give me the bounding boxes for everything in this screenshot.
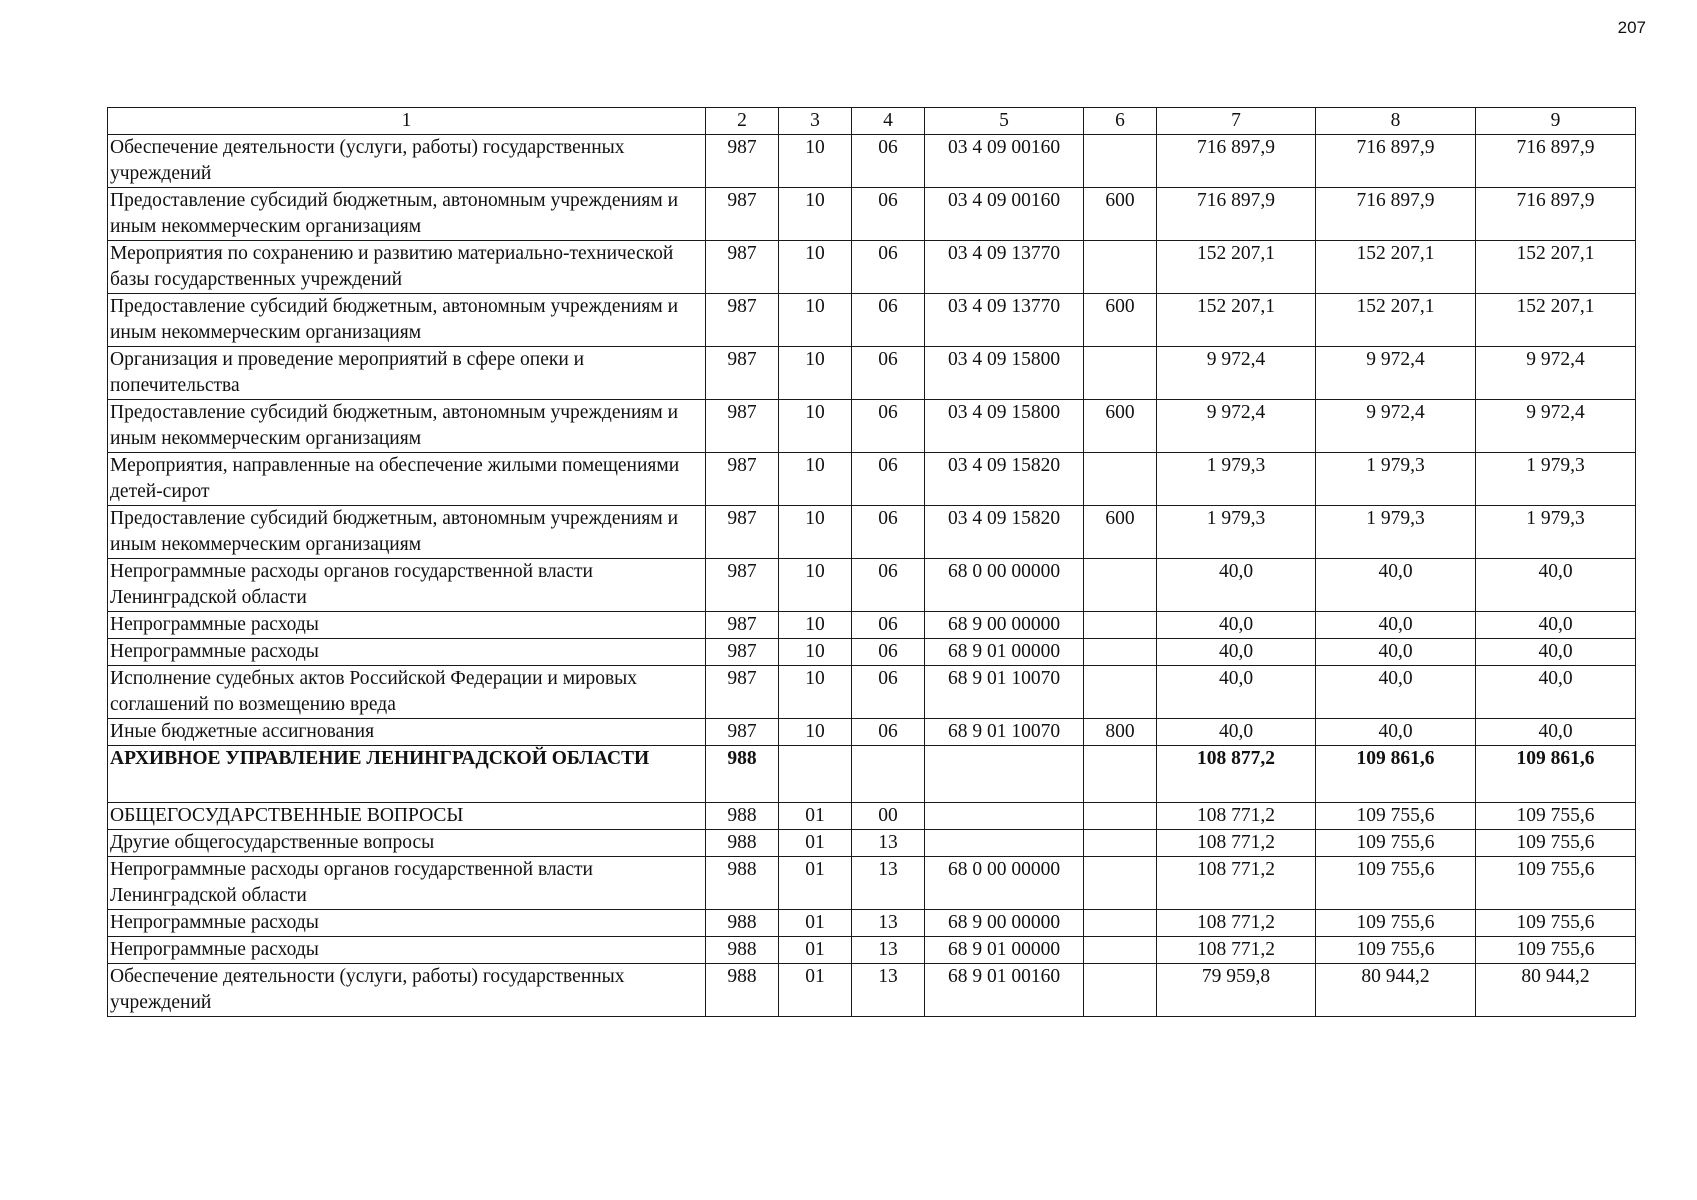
- target-article-code: [925, 746, 1084, 803]
- expense-type-code: 600: [1084, 188, 1157, 241]
- amount-col-8: 40,0: [1316, 559, 1476, 612]
- amount-col-9: 152 207,1: [1476, 241, 1636, 294]
- subsection-code: 13: [852, 964, 925, 1017]
- row-name: Мероприятия по сохранению и развитию материально-технической базы государственных учреждений: [108, 241, 706, 294]
- section-code: [779, 746, 852, 803]
- ministry-code: 987: [706, 400, 779, 453]
- amount-col-7: 9 972,4: [1157, 400, 1316, 453]
- column-number-6: 6: [1084, 108, 1157, 135]
- target-article-code: 68 0 00 00000: [925, 559, 1084, 612]
- ministry-code: 987: [706, 719, 779, 746]
- section-code: 10: [779, 612, 852, 639]
- table-row: [108, 964, 1636, 1017]
- amount-col-9: 109 755,6: [1476, 830, 1636, 857]
- table-row: [108, 719, 1636, 746]
- expense-type-code: [1084, 559, 1157, 612]
- amount-col-9: 40,0: [1476, 612, 1636, 639]
- row-name: Предоставление субсидий бюджетным, автономным учреждениям и иным некоммерческим организациям: [108, 188, 706, 241]
- amount-col-9: 109 755,6: [1476, 937, 1636, 964]
- row-name: Иные бюджетные ассигнования: [108, 719, 706, 746]
- target-article-code: 68 9 01 10070: [925, 719, 1084, 746]
- subsection-code: 06: [852, 400, 925, 453]
- section-code: 10: [779, 506, 852, 559]
- amount-col-7: 108 771,2: [1157, 803, 1316, 830]
- amount-col-8: 40,0: [1316, 666, 1476, 719]
- amount-col-8: 1 979,3: [1316, 506, 1476, 559]
- expense-type-code: [1084, 857, 1157, 910]
- target-article-code: 03 4 09 00160: [925, 135, 1084, 188]
- table-row: [108, 400, 1636, 453]
- amount-col-7: 1 979,3: [1157, 506, 1316, 559]
- ministry-code: 988: [706, 746, 779, 803]
- row-name: Обеспечение деятельности (услуги, работы) государственных учреждений: [108, 964, 706, 1017]
- row-name: ОБЩЕГОСУДАРСТВЕННЫЕ ВОПРОСЫ: [108, 803, 706, 830]
- subsection-code: 06: [852, 666, 925, 719]
- expense-type-code: [1084, 964, 1157, 1017]
- ministry-code: 988: [706, 803, 779, 830]
- expense-type-code: [1084, 241, 1157, 294]
- amount-col-9: 9 972,4: [1476, 400, 1636, 453]
- section-code: 10: [779, 639, 852, 666]
- subsection-code: 13: [852, 830, 925, 857]
- table-row: [108, 830, 1636, 857]
- subsection-code: 13: [852, 857, 925, 910]
- amount-col-7: 9 972,4: [1157, 347, 1316, 400]
- subsection-code: 06: [852, 347, 925, 400]
- amount-col-8: 109 755,6: [1316, 910, 1476, 937]
- section-code: 01: [779, 937, 852, 964]
- amount-col-9: 1 979,3: [1476, 506, 1636, 559]
- ministry-code: 987: [706, 241, 779, 294]
- table-row: [108, 294, 1636, 347]
- target-article-code: [925, 803, 1084, 830]
- table-row: [108, 937, 1636, 964]
- expense-type-code: 800: [1084, 719, 1157, 746]
- table-row-section-header: [108, 746, 1636, 803]
- expense-type-code: [1084, 347, 1157, 400]
- row-name: Непрограммные расходы: [108, 639, 706, 666]
- section-code: 10: [779, 453, 852, 506]
- target-article-code: 68 0 00 00000: [925, 857, 1084, 910]
- section-code: 01: [779, 803, 852, 830]
- row-name: Исполнение судебных актов Российской Федерации и мировых соглашений по возмещению вреда: [108, 666, 706, 719]
- section-code: 10: [779, 241, 852, 294]
- subsection-code: 06: [852, 453, 925, 506]
- target-article-code: [925, 830, 1084, 857]
- target-article-code: 68 9 01 00160: [925, 964, 1084, 1017]
- target-article-code: 03 4 09 00160: [925, 188, 1084, 241]
- ministry-code: 987: [706, 666, 779, 719]
- row-name: Организация и проведение мероприятий в сфере опеки и попечительства: [108, 347, 706, 400]
- table-row: [108, 559, 1636, 612]
- target-article-code: 68 9 00 00000: [925, 910, 1084, 937]
- column-number-5: 5: [925, 108, 1084, 135]
- subsection-code: 06: [852, 135, 925, 188]
- ministry-code: 988: [706, 964, 779, 1017]
- section-code: 10: [779, 666, 852, 719]
- table-row: [108, 612, 1636, 639]
- subsection-code: 06: [852, 612, 925, 639]
- section-code: 10: [779, 400, 852, 453]
- amount-col-8: 9 972,4: [1316, 347, 1476, 400]
- amount-col-8: 80 944,2: [1316, 964, 1476, 1017]
- table-row: [108, 857, 1636, 910]
- amount-col-8: 40,0: [1316, 639, 1476, 666]
- amount-col-9: 9 972,4: [1476, 347, 1636, 400]
- ministry-code: 988: [706, 910, 779, 937]
- table-row: [108, 803, 1636, 830]
- subsection-code: 06: [852, 241, 925, 294]
- target-article-code: 68 9 01 00000: [925, 639, 1084, 666]
- amount-col-8: 716 897,9: [1316, 188, 1476, 241]
- expense-type-code: [1084, 937, 1157, 964]
- amount-col-9: 40,0: [1476, 719, 1636, 746]
- header-row: [108, 108, 1636, 135]
- amount-col-7: 40,0: [1157, 666, 1316, 719]
- subsection-code: 13: [852, 937, 925, 964]
- row-name: Непрограммные расходы: [108, 612, 706, 639]
- table-row: [108, 188, 1636, 241]
- row-name: Предоставление субсидий бюджетным, автономным учреждениям и иным некоммерческим организациям: [108, 294, 706, 347]
- section-code: 10: [779, 188, 852, 241]
- amount-col-7: 152 207,1: [1157, 241, 1316, 294]
- subsection-code: 06: [852, 559, 925, 612]
- column-number-9: 9: [1476, 108, 1636, 135]
- table-row: [108, 666, 1636, 719]
- target-article-code: 03 4 09 15800: [925, 347, 1084, 400]
- section-code: 10: [779, 719, 852, 746]
- target-article-code: 68 9 01 10070: [925, 666, 1084, 719]
- amount-col-7: 716 897,9: [1157, 188, 1316, 241]
- expense-type-code: [1084, 830, 1157, 857]
- row-name: Предоставление субсидий бюджетным, автономным учреждениям и иным некоммерческим организациям: [108, 400, 706, 453]
- amount-col-8: 152 207,1: [1316, 294, 1476, 347]
- ministry-code: 988: [706, 830, 779, 857]
- column-number-4: 4: [852, 108, 925, 135]
- expense-type-code: [1084, 666, 1157, 719]
- section-code: 10: [779, 559, 852, 612]
- row-name: Предоставление субсидий бюджетным, автономным учреждениям и иным некоммерческим организациям: [108, 506, 706, 559]
- subsection-code: 06: [852, 188, 925, 241]
- amount-col-7: 40,0: [1157, 612, 1316, 639]
- amount-col-9: 1 979,3: [1476, 453, 1636, 506]
- budget-table: [107, 107, 1636, 1017]
- table-row: [108, 241, 1636, 294]
- amount-col-9: 40,0: [1476, 559, 1636, 612]
- section-code: 01: [779, 910, 852, 937]
- target-article-code: 03 4 09 13770: [925, 241, 1084, 294]
- subsection-code: 06: [852, 719, 925, 746]
- table-row: [108, 347, 1636, 400]
- row-name: Другие общегосударственные вопросы: [108, 830, 706, 857]
- section-code: 10: [779, 347, 852, 400]
- row-name: Непрограммные расходы органов государственной власти Ленинградской области: [108, 857, 706, 910]
- expense-type-code: [1084, 135, 1157, 188]
- amount-col-8: 109 755,6: [1316, 830, 1476, 857]
- subsection-code: 00: [852, 803, 925, 830]
- row-name: Обеспечение деятельности (услуги, работы) государственных учреждений: [108, 135, 706, 188]
- amount-col-9: 109 861,6: [1476, 746, 1636, 803]
- subsection-code: [852, 746, 925, 803]
- amount-col-8: 716 897,9: [1316, 135, 1476, 188]
- amount-col-9: 40,0: [1476, 639, 1636, 666]
- table-row: [108, 639, 1636, 666]
- amount-col-7: 108 771,2: [1157, 857, 1316, 910]
- expense-type-code: [1084, 453, 1157, 506]
- column-number-2: 2: [706, 108, 779, 135]
- subsection-code: 06: [852, 294, 925, 347]
- expense-type-code: [1084, 910, 1157, 937]
- ministry-code: 987: [706, 347, 779, 400]
- table-row: [108, 910, 1636, 937]
- amount-col-8: 109 755,6: [1316, 857, 1476, 910]
- target-article-code: 68 9 01 00000: [925, 937, 1084, 964]
- amount-col-9: 109 755,6: [1476, 857, 1636, 910]
- amount-col-7: 79 959,8: [1157, 964, 1316, 1017]
- row-name: Непрограммные расходы: [108, 937, 706, 964]
- expense-type-code: [1084, 639, 1157, 666]
- table-row: [108, 453, 1636, 506]
- expense-type-code: 600: [1084, 506, 1157, 559]
- table-row: [108, 135, 1636, 188]
- amount-col-7: 108 771,2: [1157, 937, 1316, 964]
- amount-col-9: 80 944,2: [1476, 964, 1636, 1017]
- column-number-1: 1: [108, 108, 706, 135]
- column-number-3: 3: [779, 108, 852, 135]
- ministry-code: 987: [706, 639, 779, 666]
- amount-col-7: 108 877,2: [1157, 746, 1316, 803]
- ministry-code: 987: [706, 612, 779, 639]
- amount-col-8: 9 972,4: [1316, 400, 1476, 453]
- table-row: [108, 506, 1636, 559]
- amount-col-8: 1 979,3: [1316, 453, 1476, 506]
- section-code: 10: [779, 135, 852, 188]
- row-name: АРХИВНОЕ УПРАВЛЕНИЕ ЛЕНИНГРАДСКОЙ ОБЛАСТИ: [108, 746, 706, 803]
- row-name: Мероприятия, направленные на обеспечение жилыми помещениями детей-сирот: [108, 453, 706, 506]
- target-article-code: 03 4 09 15800: [925, 400, 1084, 453]
- ministry-code: 987: [706, 559, 779, 612]
- ministry-code: 987: [706, 294, 779, 347]
- expense-type-code: [1084, 803, 1157, 830]
- target-article-code: 03 4 09 13770: [925, 294, 1084, 347]
- expense-type-code: [1084, 746, 1157, 803]
- amount-col-8: 109 755,6: [1316, 937, 1476, 964]
- amount-col-7: 1 979,3: [1157, 453, 1316, 506]
- ministry-code: 988: [706, 937, 779, 964]
- amount-col-9: 716 897,9: [1476, 135, 1636, 188]
- subsection-code: 06: [852, 639, 925, 666]
- expense-type-code: [1084, 612, 1157, 639]
- amount-col-7: 40,0: [1157, 719, 1316, 746]
- amount-col-8: 40,0: [1316, 719, 1476, 746]
- ministry-code: 987: [706, 188, 779, 241]
- subsection-code: 06: [852, 506, 925, 559]
- amount-col-8: 109 861,6: [1316, 746, 1476, 803]
- amount-col-7: 40,0: [1157, 559, 1316, 612]
- amount-col-7: 40,0: [1157, 639, 1316, 666]
- amount-col-7: 108 771,2: [1157, 830, 1316, 857]
- amount-col-9: 152 207,1: [1476, 294, 1636, 347]
- page-number: 207: [1617, 18, 1646, 37]
- amount-col-7: 716 897,9: [1157, 135, 1316, 188]
- amount-col-7: 108 771,2: [1157, 910, 1316, 937]
- row-name: Непрограммные расходы: [108, 910, 706, 937]
- section-code: 10: [779, 294, 852, 347]
- amount-col-8: 40,0: [1316, 612, 1476, 639]
- expense-type-code: 600: [1084, 294, 1157, 347]
- target-article-code: 03 4 09 15820: [925, 506, 1084, 559]
- section-code: 01: [779, 964, 852, 1017]
- section-code: 01: [779, 857, 852, 910]
- row-name: Непрограммные расходы органов государственной власти Ленинградской области: [108, 559, 706, 612]
- column-number-7: 7: [1157, 108, 1316, 135]
- subsection-code: 13: [852, 910, 925, 937]
- amount-col-8: 109 755,6: [1316, 803, 1476, 830]
- target-article-code: 68 9 00 00000: [925, 612, 1084, 639]
- expense-type-code: 600: [1084, 400, 1157, 453]
- ministry-code: 987: [706, 453, 779, 506]
- ministry-code: 987: [706, 135, 779, 188]
- section-code: 01: [779, 830, 852, 857]
- column-number-8: 8: [1316, 108, 1476, 135]
- amount-col-9: 109 755,6: [1476, 803, 1636, 830]
- ministry-code: 988: [706, 857, 779, 910]
- amount-col-9: 716 897,9: [1476, 188, 1636, 241]
- target-article-code: 03 4 09 15820: [925, 453, 1084, 506]
- amount-col-9: 109 755,6: [1476, 910, 1636, 937]
- amount-col-9: 40,0: [1476, 666, 1636, 719]
- amount-col-7: 152 207,1: [1157, 294, 1316, 347]
- amount-col-8: 152 207,1: [1316, 241, 1476, 294]
- ministry-code: 987: [706, 506, 779, 559]
